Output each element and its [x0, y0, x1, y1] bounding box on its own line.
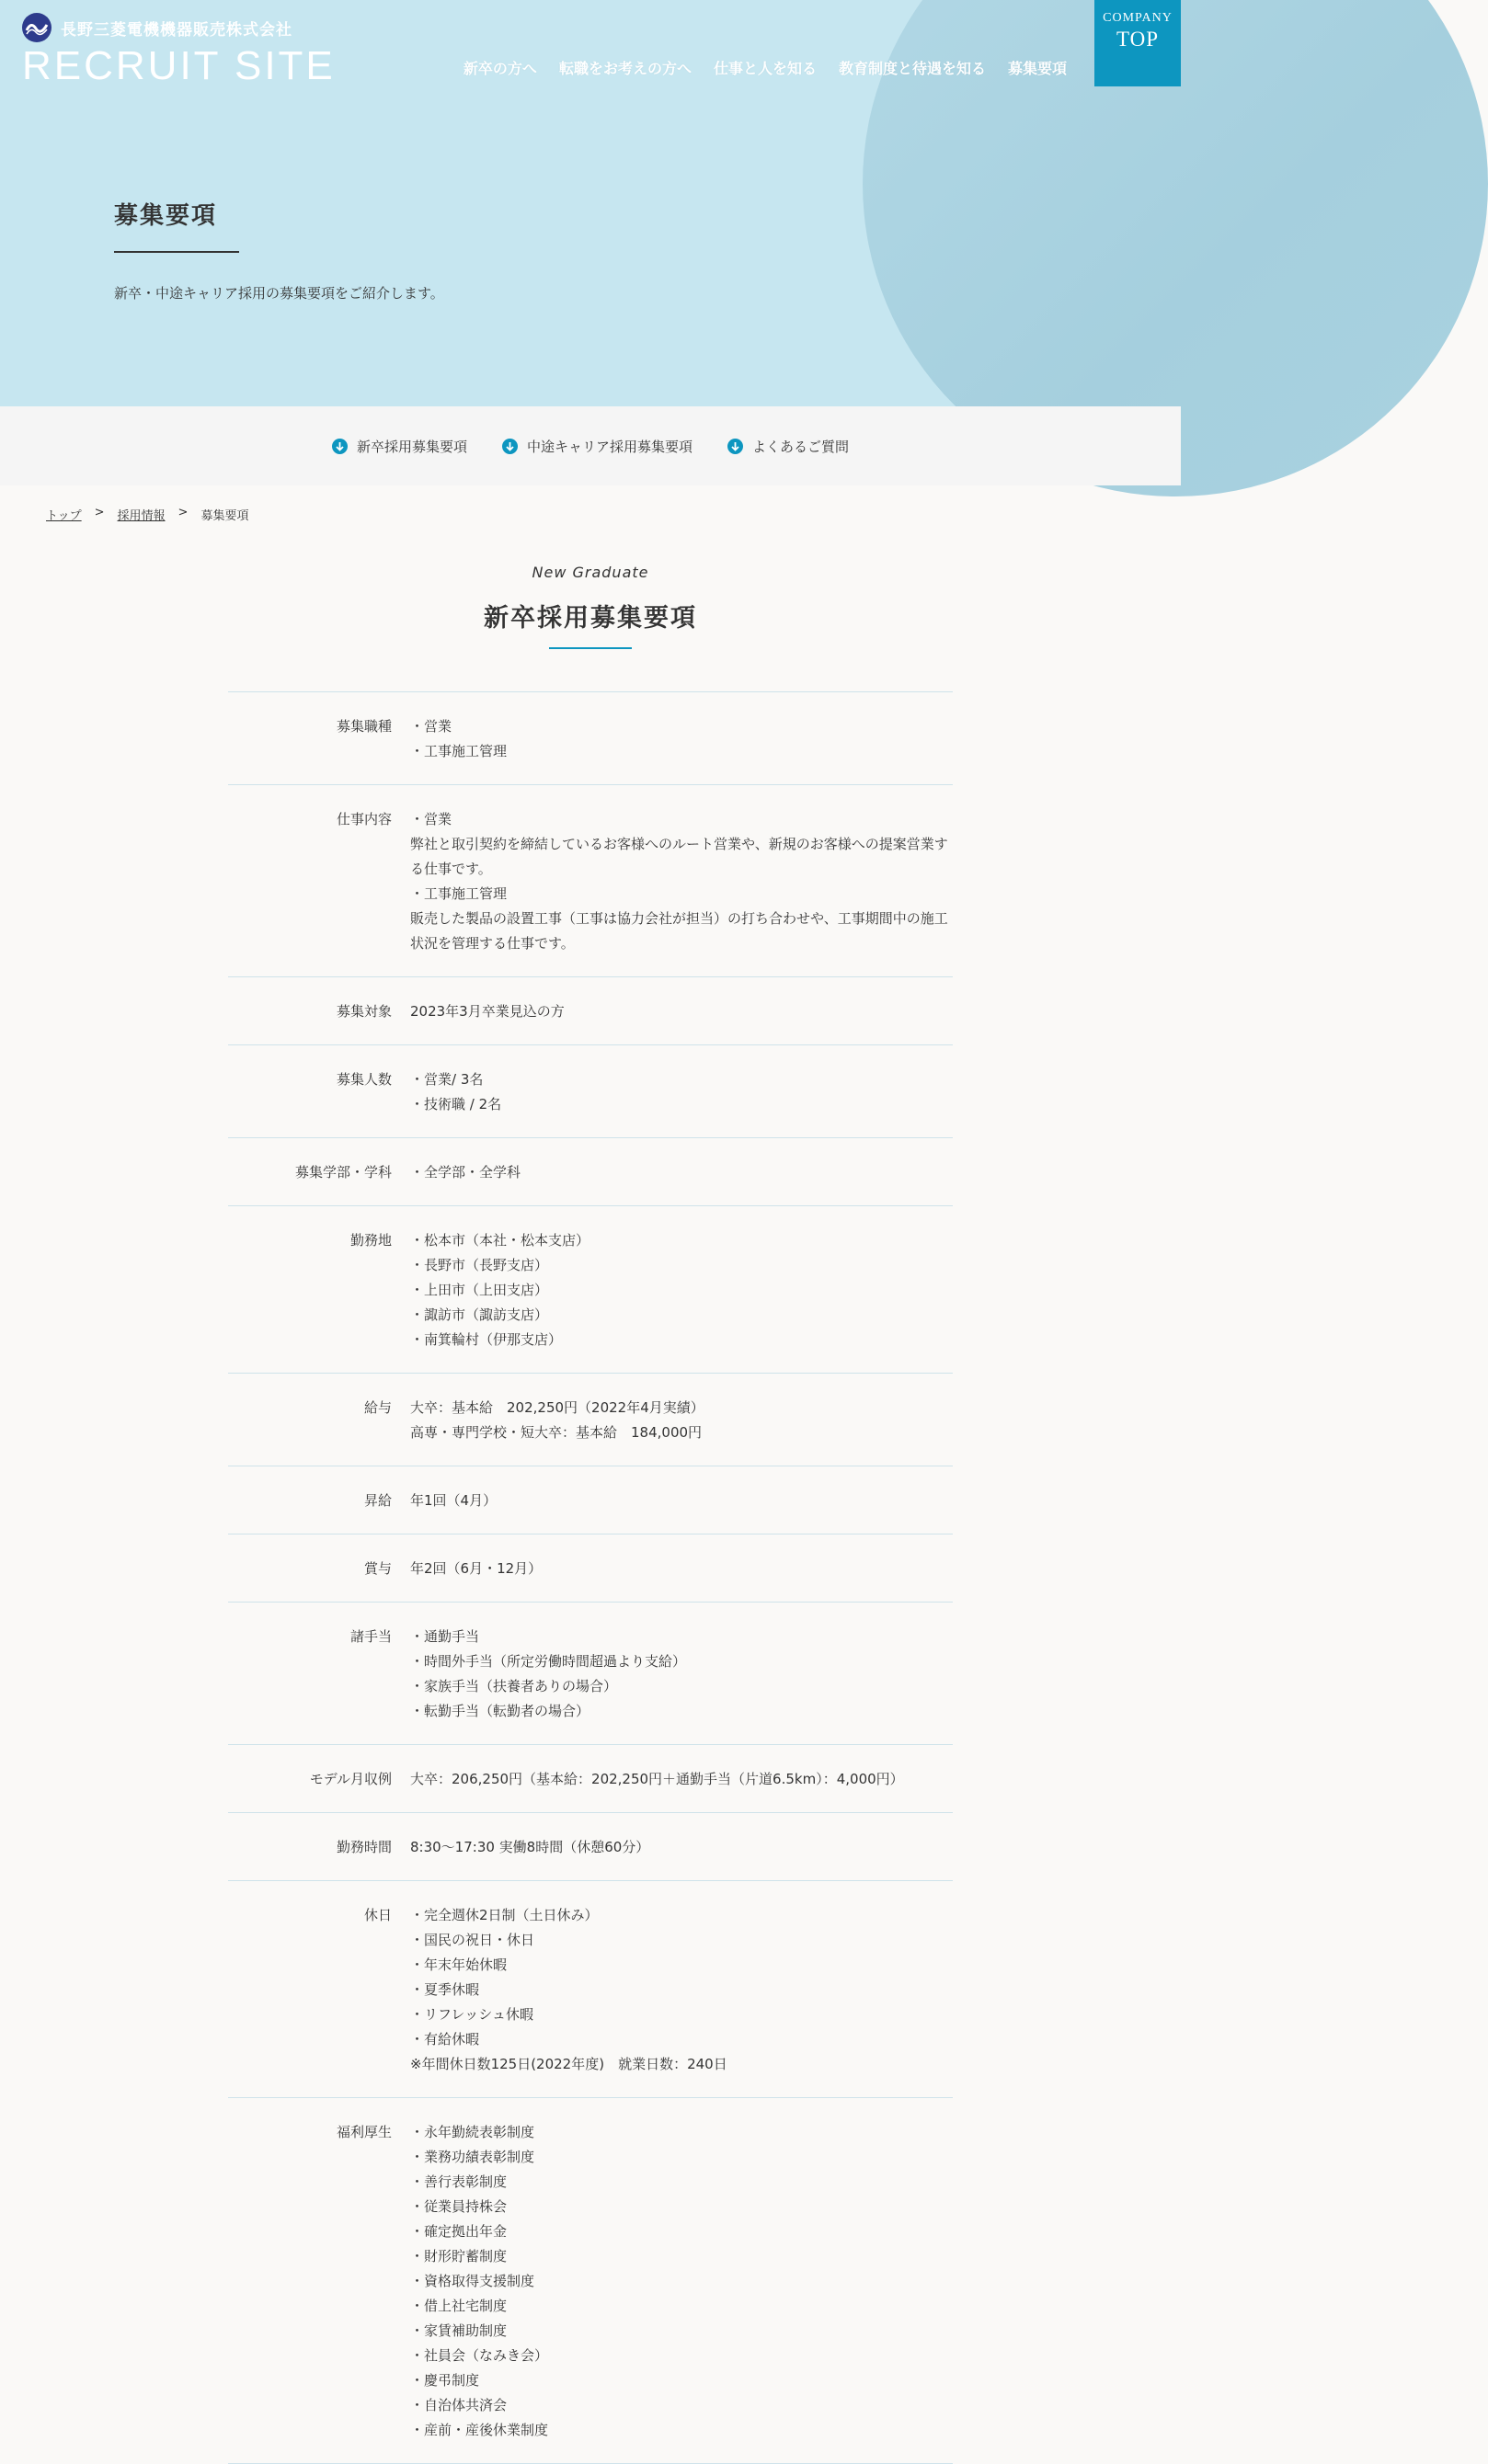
company-logo-icon — [22, 13, 52, 42]
row-value: ・完全週休2日制（土日休み） ・国民の祝日・休日 ・年末年始休暇 ・夏季休暇 ・リフレッシュ休暇 ・有給休暇 ※年間休日数125日(2022年度) 就業日数：240日 — [410, 1907, 727, 2072]
table-row — [228, 1045, 953, 1138]
breadcrumb-top[interactable]: トップ — [46, 509, 82, 523]
nav-work-and-people[interactable]: 仕事と人を知る — [713, 60, 817, 77]
arrow-down-circle-icon — [727, 439, 743, 454]
arrow-down-circle-icon — [502, 439, 518, 454]
anchor-label: 新卒採用募集要項 — [356, 438, 467, 455]
row-label: 募集人数 — [336, 1071, 392, 1088]
anchor-new-graduate[interactable] — [332, 437, 467, 456]
table-row — [228, 1466, 953, 1534]
table-row — [228, 785, 953, 977]
row-value: ・松本市（本社・松本支店） ・長野市（長野支店） ・上田市（上田支店） ・諏訪市（諏訪支店） ・南箕輪村（伊那支店） — [410, 1232, 590, 1348]
row-value: 年2回（6月・12月） — [410, 1560, 543, 1577]
breadcrumb-separator: > — [94, 506, 105, 519]
page-title: 募集要項 — [114, 202, 218, 230]
row-value: 年1回（4月） — [410, 1492, 498, 1509]
row-label: 福利厚生 — [336, 2124, 392, 2140]
section-title: 新卒採用募集要項 — [484, 604, 697, 633]
global-nav — [464, 57, 1067, 78]
breadcrumb-current: 募集要項 — [200, 509, 249, 523]
breadcrumb-separator: > — [177, 506, 189, 519]
table-row — [228, 1534, 953, 1603]
row-label: 仕事内容 — [336, 811, 392, 827]
row-label: 募集職種 — [336, 718, 392, 735]
row-label: 諸手当 — [349, 1628, 392, 1645]
breadcrumb-recruit-info[interactable]: 採用情報 — [117, 509, 166, 523]
row-value: ・営業 ・工事施工管理 — [410, 718, 508, 759]
row-value: ・営業/ 3名 ・技術職 / 2名 — [410, 1071, 502, 1112]
title-underline — [114, 251, 239, 253]
site-logo[interactable] — [22, 13, 336, 86]
site-title: RECRUIT SITE — [22, 43, 336, 88]
row-value: ・通勤手当 ・時間外手当（所定労働時間超過より支給） ・家族手当（扶養者ありの場合） ・転勤手当（転勤者の場合） — [410, 1628, 687, 1719]
table-row — [228, 1603, 953, 1745]
table-row — [228, 1206, 953, 1374]
nav-training-benefits[interactable]: 教育制度と待遇を知る — [838, 60, 986, 77]
table-row — [228, 2098, 953, 2464]
section-title-en: New Graduate — [532, 564, 649, 581]
table-row — [228, 977, 953, 1045]
anchor-mid-career[interactable] — [502, 437, 692, 456]
row-value: ・全学部・全学科 — [410, 1164, 521, 1181]
company-top-button[interactable] — [1094, 0, 1181, 86]
nav-career-change[interactable]: 転職をお考えの方へ — [558, 60, 692, 77]
nav-new-graduate[interactable]: 新卒の方へ — [463, 60, 537, 77]
row-label: 募集学部・学科 — [294, 1164, 392, 1181]
nav-requirements[interactable]: 募集要項 — [1007, 60, 1067, 77]
row-label: 休日 — [363, 1907, 392, 1923]
row-label: 賞与 — [363, 1560, 392, 1577]
section-underline — [549, 647, 632, 649]
anchor-label: 中途キャリア採用募集要項 — [526, 438, 692, 455]
company-name: 長野三菱電機機器販売株式会社 — [61, 20, 292, 40]
arrow-down-circle-icon — [332, 439, 348, 454]
table-row — [228, 1138, 953, 1206]
row-label: 昇給 — [363, 1492, 392, 1509]
row-label: モデル月収例 — [309, 1771, 392, 1787]
anchor-nav — [0, 406, 1181, 485]
row-value: ・営業 弊社と取引契約を締結しているお客様へのルート営業や、新規のお客様への提案営業する仕事です。 ・工事施工管理 販売した製品の設置工事（工事は協力会社が担当）の打ち合わせや、工事期間中の施工状況を管理する仕事です。 — [410, 811, 948, 952]
page-lead: 新卒・中途キャリア採用の募集要項をご紹介します。 — [114, 285, 444, 302]
row-label: 募集対象 — [336, 1003, 392, 1020]
table-row — [228, 1374, 953, 1466]
table-row — [228, 1813, 953, 1881]
row-value: 8:30～17:30 実働8時間（休憩60分） — [410, 1839, 650, 1855]
requirements-table — [228, 691, 953, 2464]
row-value: 大卒：206,250円（基本給：202,250円＋通勤手当（片道6.5km）：4,000円） — [410, 1771, 904, 1787]
row-value: 大卒：基本給 202,250円（2022年4月実績） 高専・専門学校・短大卒：基本給 184,000円 — [410, 1399, 704, 1441]
hero-header — [0, 0, 1181, 406]
anchor-label: よくあるご質問 — [752, 438, 850, 455]
table-row — [228, 692, 953, 785]
table-row — [228, 1745, 953, 1813]
row-label: 給与 — [363, 1399, 392, 1416]
row-label: 勤務時間 — [336, 1839, 392, 1855]
company-top-line1: COMPANY — [1103, 11, 1173, 25]
row-label: 勤務地 — [349, 1232, 392, 1249]
table-row — [228, 1881, 953, 2098]
breadcrumb — [46, 506, 248, 523]
company-top-line2: TOP — [1116, 28, 1160, 51]
row-value: 2023年3月卒業見込の方 — [410, 1003, 565, 1020]
row-value: ・永年勤続表彰制度 ・業務功績表彰制度 ・善行表彰制度 ・従業員持株会 ・確定拠出年金 ・財形貯蓄制度 ・資格取得支援制度 ・借上社宅制度 ・家賃補助制度 ・社員会（なみき会） ・慶弔制度 ・自治体共済会 ・産前・産後休業制度 — [410, 2124, 549, 2438]
anchor-faq[interactable] — [727, 437, 849, 456]
